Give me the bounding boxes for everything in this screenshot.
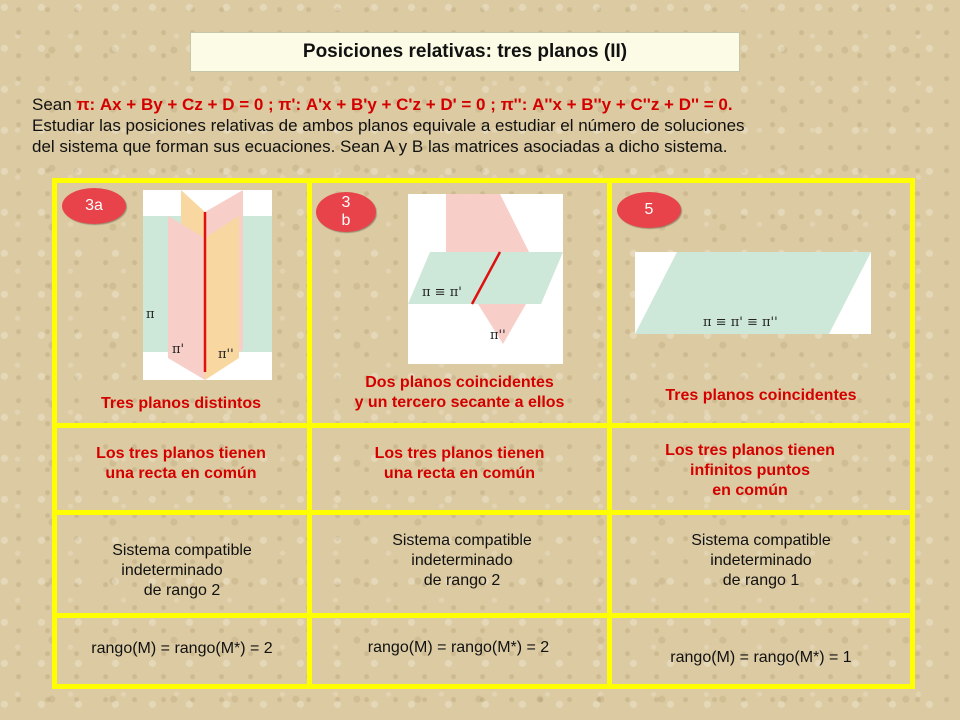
intro-line-2: Estudiar las posiciones relativas de ambos planos equivale a estudiar el número de soluciones xyxy=(32,116,745,135)
caption-col3 xyxy=(612,386,910,406)
label-pi-second: π'' xyxy=(218,347,234,362)
system-col3 xyxy=(612,531,910,591)
badge-3b xyxy=(316,192,376,232)
grid-line-2 xyxy=(52,510,915,515)
rank-col2: rango(M) = rango(M*) = 2 xyxy=(367,639,550,656)
page-title: Posiciones relativas: tres planos (II) xyxy=(190,32,740,72)
rank-col3: rango(M) = rango(M*) = 1 xyxy=(670,649,852,666)
system-col1 xyxy=(57,541,307,601)
caption-col3-line1: Tres planos coincidentes xyxy=(665,387,857,404)
grid-line-bottom xyxy=(52,684,915,689)
figure-three-coincident-planes xyxy=(635,252,871,334)
rank-col1: rango(M) = rango(M*) = 2 xyxy=(91,640,273,657)
label-pi: π xyxy=(146,307,155,322)
label-pi-second: π'' xyxy=(490,328,506,343)
figure-three-distinct-planes xyxy=(143,190,272,380)
plane-equations: π: Ax + By + Cz + D = 0 ; π': A'x + B'y + C'z + D' = 0 ; π'': A''x + B''y + C''z + D'' = 0. xyxy=(76,95,733,114)
grid-col-right xyxy=(910,178,915,689)
system-col3-line1: Sistema compatible xyxy=(691,532,831,549)
badge-text-line2: b xyxy=(341,212,351,229)
badge-text-line1: 3 xyxy=(341,194,351,211)
badge-3a xyxy=(62,188,126,224)
relation-col3-line1: Los tres planos tienen xyxy=(665,442,835,459)
system-col2-line1: Sistema compatible xyxy=(392,532,532,549)
system-col3-line2: indeterminado xyxy=(710,552,812,569)
caption-col1 xyxy=(57,394,305,414)
caption-col2-line1: Dos planos coincidentes xyxy=(365,374,554,391)
intro-line-1 xyxy=(32,94,937,115)
badge-text: 5 xyxy=(644,201,654,218)
relation-col1-line2: una recta en común xyxy=(105,465,257,482)
grid-col-left xyxy=(52,178,57,689)
relation-col1-line1: Los tres planos tienen xyxy=(96,445,266,462)
label-pi-prime: π' xyxy=(172,342,185,357)
caption-col2 xyxy=(312,373,607,413)
caption-col1-line1: Tres planos distintos xyxy=(100,395,262,412)
label-pi-equiv: π ≡ π' ≡ π'' xyxy=(703,315,778,330)
grid-col-1 xyxy=(307,178,312,689)
system-col1-line2: indeterminado xyxy=(121,562,223,579)
relation-col3 xyxy=(612,441,888,501)
grid-line-1 xyxy=(52,423,915,428)
caption-col2-line2: y un tercero secante a ellos xyxy=(354,394,565,411)
badge-5 xyxy=(617,192,681,228)
system-col2-line3: de rango 2 xyxy=(423,572,501,589)
figure-two-coincident-one-secant xyxy=(408,194,563,364)
system-col1-line3: de rango 2 xyxy=(143,582,221,599)
system-col1-line1: Sistema compatible xyxy=(112,542,252,559)
relation-col2-line2: una recta en común xyxy=(383,465,536,482)
relation-col2 xyxy=(312,444,607,484)
label-pi-pi-prime: π ≡ π' xyxy=(422,285,462,300)
intro-line-3: del sistema que forman sus ecuaciones. Sean A y B las matrices asociadas a dicho sistema. xyxy=(32,137,728,156)
grid-line-3 xyxy=(52,613,915,618)
relation-col2-line1: Los tres planos tienen xyxy=(374,445,545,462)
system-col3-line3: de rango 1 xyxy=(722,572,800,589)
intro-paragraph xyxy=(32,94,937,157)
relation-col3-line3: en común xyxy=(712,482,788,499)
badge-text: 3a xyxy=(85,197,103,214)
intro-prefix: Sean xyxy=(32,95,77,114)
relation-col3-line2: infinitos puntos xyxy=(690,462,810,479)
system-col2-line2: indeterminado xyxy=(411,552,513,569)
relation-col1 xyxy=(57,444,305,484)
system-col2 xyxy=(312,531,612,591)
grid-col-2 xyxy=(607,178,612,689)
grid-line-top xyxy=(52,178,915,183)
